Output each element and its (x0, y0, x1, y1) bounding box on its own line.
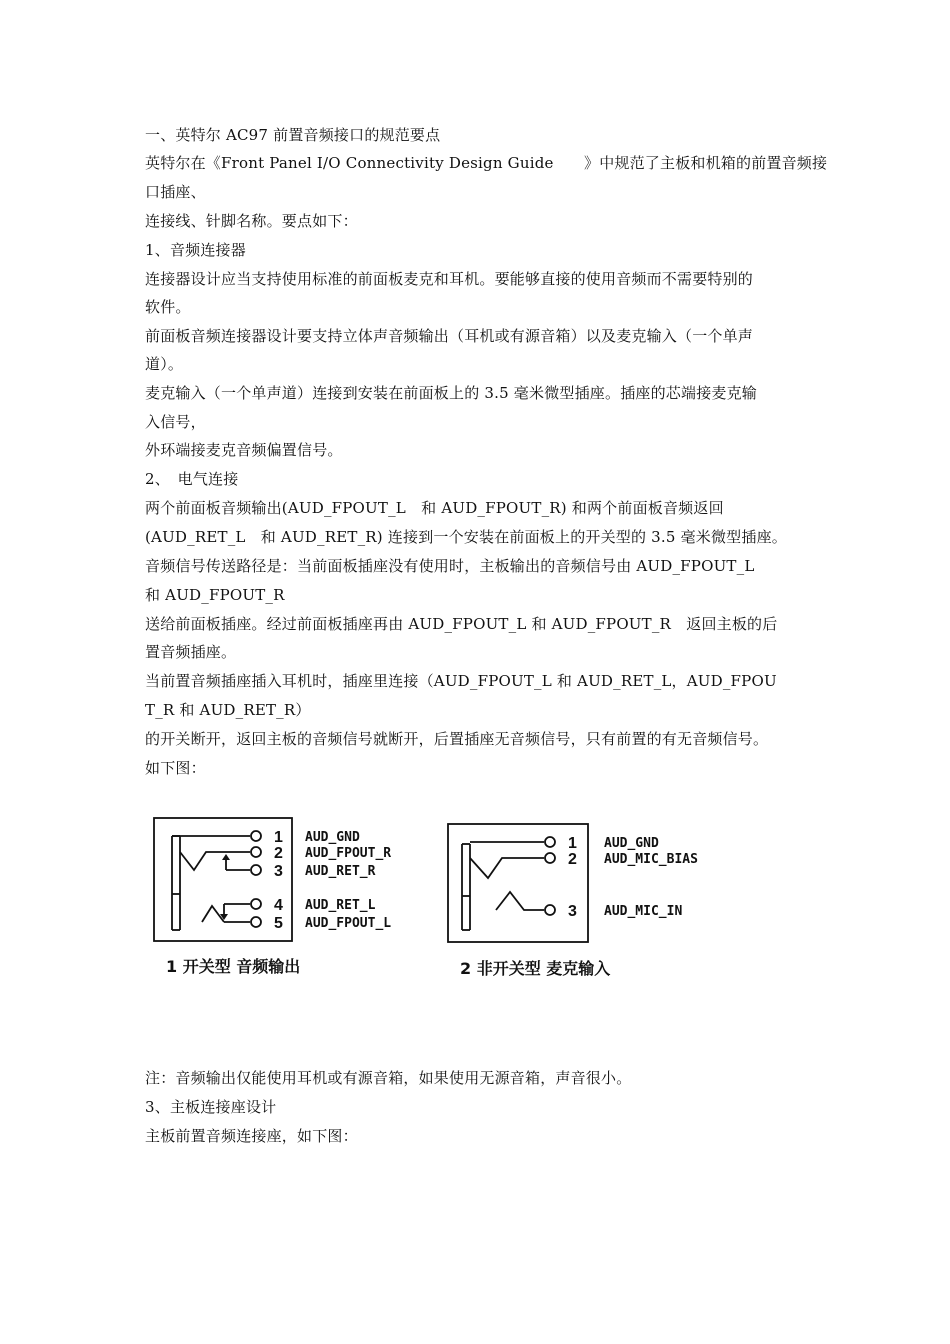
mic-jack-caption: 2 非开关型 麦克输入 (460, 959, 611, 978)
right-pin-number: 1 (568, 835, 577, 852)
left-pin-number: 5 (274, 915, 283, 932)
left-pin-label: AUD_GND (305, 830, 360, 845)
left-pin-number: 1 (274, 829, 283, 846)
right-pin-label: AUD_MIC_BIAS (604, 852, 698, 867)
text-line: 连接器设计应当支持使用标准的前面板麦克和耳机。要能够直接的使用音频而不需要特别的 (145, 270, 754, 288)
text-line: (AUD_RET_L 和 AUD_RET_R) 连接到一个安装在前面板上的开关型的 3.5 毫米微型插座。 (145, 528, 787, 546)
text-line: T_R 和 AUD_RET_R） (145, 701, 311, 719)
text-line: 的开关断开，返回主板的音频信号就断开，后置插座无音频信号，只有前置的有无音频信号。 (145, 730, 769, 748)
left-pin-label: AUD_RET_R (305, 864, 376, 879)
text-line: 道）。 (145, 355, 184, 373)
switched-jack-diagram (154, 818, 292, 941)
text-line: 音频信号传送路径是：当前面板插座没有使用时，主板输出的音频信号由 AUD_FPOUT_L (145, 557, 755, 575)
text-line: 如下图： (145, 759, 206, 777)
left-pin-number: 3 (274, 863, 283, 880)
text-line: 英特尔在《Front Panel I/O Connectivity Design Guide 》中规范了主板和机箱的前置音频接 (145, 154, 828, 172)
right-pin-number: 3 (568, 903, 577, 920)
right-pin-number: 2 (568, 851, 577, 868)
left-pin-label: AUD_RET_L (305, 898, 376, 913)
left-pin-number: 2 (274, 845, 283, 862)
text-line: 入信号， (145, 413, 206, 431)
text-line: 置音频插座。 (145, 643, 237, 661)
text-line: 口插座、 (145, 183, 206, 201)
text-line: 连接线、针脚名称。要点如下： (145, 212, 358, 230)
text-line: 送给前面板插座。经过前面板插座再由 AUD_FPOUT_L 和 AUD_FPOUT_R 返回主板的后 (145, 615, 778, 633)
text-line: 注：音频输出仅能使用耳机或有源音箱，如果使用无源音箱，声音很小。 (145, 1069, 632, 1087)
text-line: 2、 电气连接 (145, 470, 239, 488)
right-pin-label: AUD_GND (604, 836, 659, 851)
text-line: 3、主板连接座设计 (145, 1098, 277, 1116)
text-line: 当前置音频插座插入耳机时，插座里连接（AUD_FPOUT_L 和 AUD_RET_L，AUD_FPOU (145, 672, 777, 690)
right-pin-label: AUD_MIC_IN (604, 904, 683, 919)
text-line: 两个前面板音频输出(AUD_FPOUT_L 和 AUD_FPOUT_R) 和两个前面板音频返回 (145, 499, 724, 517)
text-line: 和 AUD_FPOUT_R (145, 586, 285, 604)
text-line: 1、音频连接器 (145, 241, 246, 259)
text-line: 一、英特尔 AC97 前置音频接口的规范要点 (145, 126, 441, 144)
text-line: 前面板音频连接器设计要支持立体声音频输出（耳机或有源音箱）以及麦克输入（一个单声 (145, 327, 754, 345)
left-pin-label: AUD_FPOUT_L (305, 916, 392, 931)
text-line: 主板前置音频连接座，如下图： (145, 1127, 358, 1145)
text-line: 软件。 (145, 298, 191, 316)
switched-jack-caption: 1 开关型 音频输出 (166, 957, 301, 976)
left-pin-number: 4 (274, 897, 283, 914)
left-pin-label: AUD_FPOUT_R (305, 846, 392, 861)
jack-diagram-figure (150, 812, 720, 992)
jack-diagram (150, 812, 720, 992)
mic-jack-diagram (448, 824, 588, 942)
text-line: 外环端接麦克音频偏置信号。 (145, 441, 343, 459)
text-line: 麦克输入（一个单声道）连接到安装在前面板上的 3.5 毫米微型插座。插座的芯端接麦克输 (145, 384, 757, 402)
